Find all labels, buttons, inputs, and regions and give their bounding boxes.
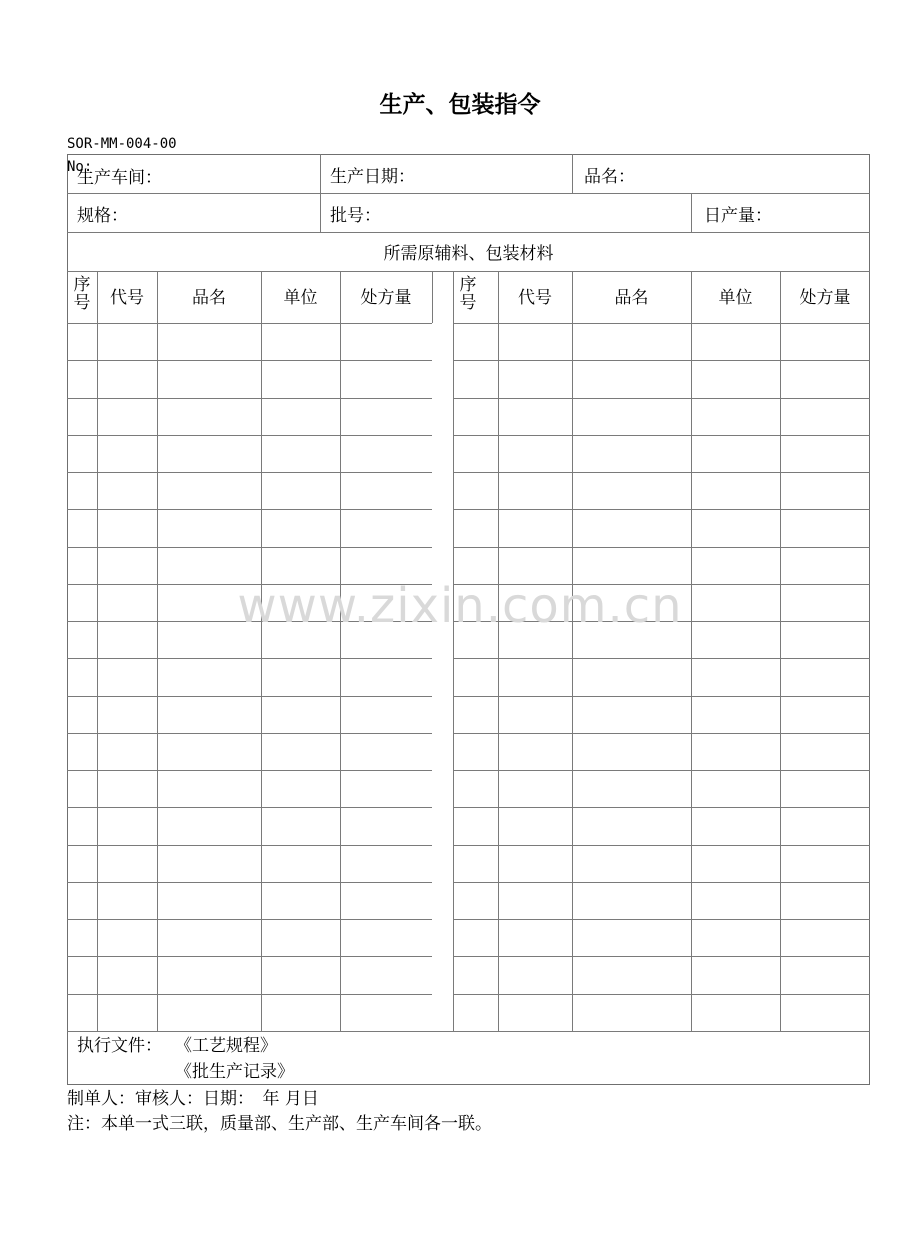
reference-doc-process-spec: 《工艺规程》 <box>175 1036 277 1056</box>
page-title: 生产、包装指令 <box>379 92 541 118</box>
table-row <box>67 658 870 659</box>
table-row <box>67 845 870 846</box>
table-gap <box>432 323 453 1031</box>
col-header-unit: 单位 <box>283 288 318 308</box>
row-divider <box>67 193 870 194</box>
production-date-label: 生产日期： <box>330 167 415 187</box>
column-divider <box>691 193 692 232</box>
spec-label: 规格： <box>77 206 128 226</box>
reference-doc-batch-record: 《批生产记录》 <box>175 1062 294 1082</box>
reference-docs-label: 执行文件： <box>77 1036 162 1056</box>
row-divider <box>67 323 870 324</box>
column-divider <box>97 271 98 1031</box>
distribution-note: 注：本单一式三联，质量部、生产部、生产车间各一联。 <box>67 1114 492 1134</box>
column-divider <box>320 154 321 193</box>
table-row <box>67 994 870 995</box>
table-row <box>67 882 870 883</box>
column-divider <box>572 154 573 193</box>
product-name-label: 品名： <box>584 167 635 187</box>
col-header-name: 品名 <box>614 288 649 308</box>
column-divider <box>691 271 692 1031</box>
document-number: SOR-MM-004-00No: <box>67 136 177 175</box>
row-divider <box>67 232 870 233</box>
table-row <box>67 696 870 697</box>
col-header-seq: 序号 <box>73 275 91 313</box>
column-divider <box>498 271 499 1031</box>
table-row <box>67 547 870 548</box>
col-header-name: 品名 <box>192 288 226 308</box>
col-header-code: 代号 <box>110 288 144 308</box>
daily-output-label: 日产量： <box>704 206 772 226</box>
column-divider <box>340 271 341 1031</box>
table-row <box>67 472 870 473</box>
column-divider <box>572 271 573 1031</box>
column-divider <box>261 271 262 1031</box>
col-header-seq: 序号 <box>459 275 477 313</box>
col-header-quantity: 处方量 <box>799 288 851 308</box>
table-row <box>67 509 870 510</box>
column-divider <box>453 271 454 1031</box>
batch-no-label: 批号： <box>330 206 381 226</box>
table-row <box>67 956 870 957</box>
col-header-code: 代号 <box>518 288 552 308</box>
col-header-unit: 单位 <box>718 288 753 308</box>
column-divider <box>320 193 321 232</box>
watermark: www.zixin.com.cn <box>237 578 683 634</box>
column-divider <box>780 271 781 1031</box>
column-divider <box>157 271 158 1031</box>
table-row <box>67 398 870 399</box>
table-row <box>67 807 870 808</box>
signature-line: 制单人：审核人：日期： 年 月日 <box>67 1089 319 1109</box>
table-row <box>67 435 870 436</box>
table-row <box>67 770 870 771</box>
col-header-quantity: 处方量 <box>360 288 412 308</box>
row-divider <box>67 1031 870 1032</box>
row-divider <box>67 271 870 272</box>
table-row <box>67 919 870 920</box>
table-row <box>67 733 870 734</box>
materials-section-title: 所需原辅料、包装材料 <box>383 244 554 264</box>
workshop-label: 生产车间： <box>77 168 162 188</box>
table-row <box>67 360 870 361</box>
